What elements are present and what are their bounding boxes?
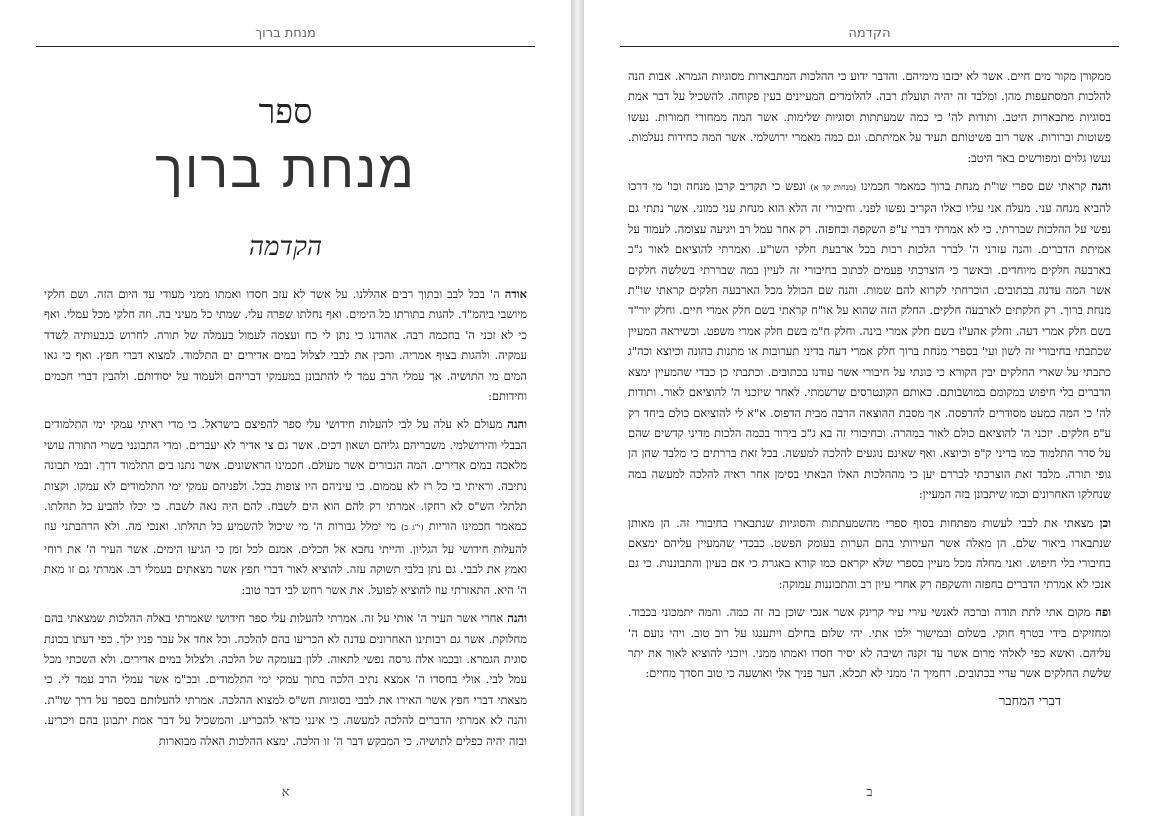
paragraph [44, 284, 527, 406]
paragraph-lead: ופה [1095, 605, 1111, 620]
page-number-right: ב [866, 785, 873, 800]
paragraph-lead: אודה [504, 287, 527, 301]
running-head-left: מנחת ברוך [255, 26, 316, 41]
header-rule-right [620, 46, 1119, 47]
paragraph-text: ה' בכל לבב ובתוך רבים אהללנו. על אשר לא עזב חסדו ואמתו ממני מעודי עד היום הזה. ושם חלקי מיושבי ביהמ"ד. להגות בתורתו כל הימים. ואף נחלתו שפרה עלי. שמתי כל מעיני בה. וזה חלקי מכל עמלי. ואף כי לא זכני ה' בחכמה רבה. אהודנו כי נתן לי כח ועצמה לעמול בעמלה של תורה. לחרוש בגבעותיה לשדד עמקיה. ולהגות בצוף אמריה. והכין את לבבי לצלול במים אדירים ים התלמוד. למצוא דברי חפץ. ואף כי גאו המים מי התושיה. אך עמלי הרב עמד לי להתבונן במעמקי דבריהם ולעמוד על יסודותם. ולהבין דברי חכמים וחידותם: [44, 287, 527, 404]
paragraph-text: אחרי אשר העיר ה' אותי על זה. אמרתי להעלות עלי ספר חידושי שאמרתי באלה ההלכות שמצאתי בהם מחלוקת. אשר גם רבותינו האחרונים עדנה לא הכריעו בהם להלכה. וכל אחד אל עבר פניו ילך. כפי דעתו בכונת סוגית הגמרא. ובכמו אלה גרסה נפשי לתאוה. ללון בעומקה של הלכה. ולצלול במים אדירים. ולא השכתי מכל עמל לבי. אולי בחסדו ה' אמצא נתיב הלכה בתוך עמקי ימי התלמודים. ובכ"מ אשר עמלי הרב עמד לי. כי מצאתי דברי חפץ אשר האירו את לבבי בסוגיות הש"ס למצוא ההלכה. אמרתי להעלותם בספר על דרך שו"ת. והנה לא אמרתי הדברים להלכה למעשה. כי אינני כדאי להכריע. והמשכיל על דבר אמת יתבונן בהם ויכריע. ובזה יהיה כפלים לתושיה. כי המבקש דבר ה' זו הלכה. ימצא ההלכות האלה מבוארות [44, 611, 527, 748]
paragraph [44, 608, 527, 751]
page-left [0, 0, 571, 816]
running-head-right: הקדמה [848, 26, 891, 41]
page-number-left: א [281, 785, 290, 800]
paragraph-text: ונפש כי תקריב קרבן מנחה וכו' מי דרכו להביא מנחה עני. מעלה אני עליו כאלו הקריב נפשו לפני. וחיבורי זה הלא הוא מנחת עני כמוני. אשר נתתי גם נפשי על ההלכות שבררתי. כי לא אמרתי דברי ע"פ השקפה ובחפזה. רק אחר עמל רב ויגיעה עצומה. לעמוד על אמיתת הדברים. והנה עזרני ה' לברר הלכות רבות בכל ארבעת חלקי השו"ע. ואמרתי להוציאם לאור ג"כ בארבעה חלקים מיוחדים. ובאשר כי הוצרכתי פעמים לכתוב בחיבורי זה לעיין במה שבררתי בשלשה חלקים אשר המה עדנה בכתובים. הוכרחתי לקרוא להם שמות. והנה שם הכולל מכל הארבעה חלקים קראתי שו"ת מנחת ברוך. רק חלקתים לארבעה חלקים. החלק הזה שהוא על או"ח קראתי בשם חלק אמרי חיים. וחלק יור"ד בשם חלק אמרי דעה. וחלק אהע"ז בשם חלק אמרי בינה. וחלק ח"מ בשם חלק אמרי משפט. וכשיראה המעיין שכתבתי בחיבורי זה לשון ועי' בספרי מנחת ברוך חלק אמרי דעה בדיני תערובות או מתנות כהונה וכיוצא וכה"ג כתבתי על שארי החלקים יבין הקורא כי כונתי על חיבורי אשר עודנו בכתובים. וכתבתי כן כבדי שהמעיין ימצא הדברים בלי חיפוש במקומם במושבותם. כאותם הקונטרסים שרשמתי. לאחר שיזכני ה' להוציאם לאור. ותודות לה' כי המה כמעט מסודרים להדפסה. אך מסבת ההוצאה הרבה מבית הדפוס. א"א לי להוציאם כולם ביחד רק ע"פ חלקים. יזכני ה' להוציאם כולם לאור במהרה. ובחיבורי זה בא ג"כ בירור בכמה הלכות מדיני קדשים שהם על סדר התלמוד כמו בדיני ק"פ וכיוצא. ואף שאינם נוגעים להלכה למעשה. בכל זאת בררתים כי מלבד שהן הן גופי תורה. מלבד זאת הוצרכתי לבררם יען כי מההלכות האלו הבאתי בסימן אחר ראיה להלכה למעשה במה שנחלקו האחרונים וכמו שיתבונן בזה המעיין: [628, 179, 1111, 502]
paragraph [628, 66, 1111, 168]
section-title: הקדמה [248, 232, 323, 262]
citation-note: (י"ג ב) [401, 523, 424, 533]
paragraph-lead: וכן [1099, 515, 1111, 530]
paragraph-text: מצאתי את לבבי לעשות מפתחות בסוף ספרי מהשמעתתות והסוגיות שנתבארו בחיבורי זה. הן מאותן שנתבארו ביאור שלם. הן מאלה אשר העירותי בהם הערות בעומק הפשט. כבכדי שהמעיין עליהם ימצאם בחיבורי בלי חיפוש. ואני מחלה מכל מעיין בספרי שלא יקראם כמו קורא באגרת כי אם בעיון והתבוננות. כי גם אנכי לא אמרתי הדברים בחפזה והשקפה רק אחרי עיון רב והתבוננות עמוקה: [628, 515, 1111, 591]
paragraph [44, 414, 527, 600]
text-body-left [44, 284, 527, 759]
page-right [584, 0, 1155, 816]
paragraph-lead: והנה [507, 417, 527, 432]
paragraph-text: מעולם לא עלה על לבי להעלות חידושי עלי ספר להפיצם בישראל. כי מדי ראיתי עמקי ימי התלמודים הבבלי והירושלמי. משבריהם גליהם ושאון דכים. אשר גם צי אדיר לא יעברים. ומדי התבונני בשרי התורה עושי מלאכה במים אדירים. המה הגבורים אשר מעולם. חכמינו הראשונים. אשר נתנו בים התלמוד דרך. ובמי תבונה נתיבה. וראיתי כי כל רז לא עממום. כי עיניהם היו צופות בכל. ולפניהם עמקי ימי התלמודים לא עמקו. וקצות תלתלי הש"ס לא רחקו. אמרתי רק להם הוא הים לשבח. להם היה נאה לשבח. כי יכלו להביע כל תהלתו. כמאמר חכמינו הוריות [44, 417, 528, 534]
text-body-right [628, 66, 1111, 712]
paragraph [628, 513, 1111, 595]
paragraph-lead: והנה [507, 611, 527, 626]
author-signature: דברי המחבר [999, 693, 1061, 709]
title-block [0, 92, 571, 262]
paragraph-text: ממקורן מקור מים חיים. אשר לא יכזבו מימיהם. והדבר ידוע כי ההלכות המתבארות מסוגיות הגמרא. אבות הנה להלכות המסתעפות מהן. ומלבד זה יהיה תועלת רבה. להלומדים המעיינים בעין פקוחה. להשכיל על דבר אמת בסוגיות מתבארות היטב. ותודות לה' כי כמה שמעתתות וסוגיות שלימות. אשר המה ממחורי חמורות. נעשו פשוטות וברורות. אשר רוב פשיטותם תעיד על אמיתתם. וגם כמה מאמרי ירושלמי. אשר המה כחידות נעלמות. נעשו גלוים ומפורשים באר היטב: [628, 69, 1111, 165]
title-small: ספר [258, 92, 313, 132]
paragraph [628, 602, 1111, 684]
citation-note: (מנחות קד א) [810, 183, 857, 193]
paragraph [628, 176, 1111, 505]
gutter [571, 0, 584, 816]
paragraph-text: מי ימלל גבורות ה' מי שיכול להשמיע כל תהלתו. ואנכי מה. ולא הרהבתני עוז להעלות חידושי על הגליון. והייתי נחבא אל הכלים. אמנם לכל זמן כי הגיעו הימים. אשר העיר ה' את רוחי ואמץ את לבבי. גם נתן בלבי תשוקה עזה. להוציא לאור דברי חפץ אשר מצאתים בעמלי רב. אמרתי גם זו מאת ה' היא. התאזרתי עוז להוציא לפועל. את אשר רחש לבי דבר טוב: [44, 519, 527, 597]
header-rule-left [36, 46, 535, 47]
paragraph-text: מקום אתי לתת תודה וברכה לאנשי עירי עיר קרינק אשר אנכי שוכן בה זה כמה. והמה יתמכוני בכבוד. ומחזיקים בידי בטרף חוקי. בשלום ובמישור ילכו אתי. יהי שלום בחילם ויתענגו על רוב טוב. ויהי נועם ה' עליהם. ואשא כפי לאלהי מרום אשר עד זקנה ושיבה לא יסיר חסדו ואמתו ממני. ויזכני להוציא לאור את יתר שלשת החלקים אשר עדיי בכתובים. רחמיך ה' ממני לא תכלא. הער פניך אלי ואושעה כי טוב חסדך מחיים: [628, 605, 1111, 681]
book-title: מנחת ברוך [155, 140, 416, 200]
paragraph-text: קראתי שם ספרי שו"ת מנחת ברוך כמאמר חכמינו [856, 179, 1092, 194]
paragraph-lead: והנה [1091, 179, 1111, 194]
